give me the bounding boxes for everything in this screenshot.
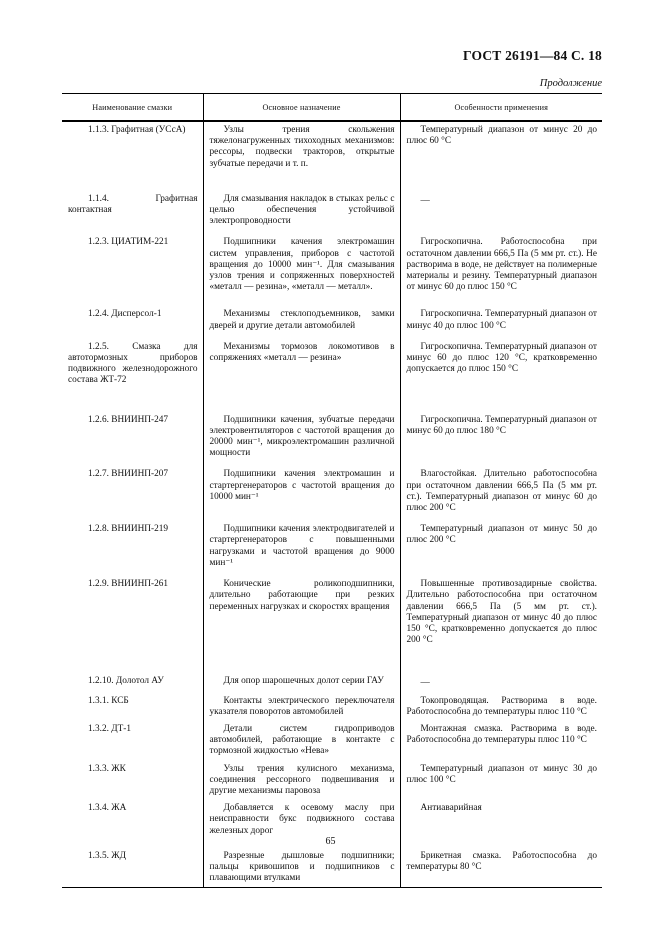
grease-purpose-text: Подшипники качения, зубчатые передачи электровентиляторов с частотой вращения до 20000 мин⁻¹, микроэлектромашин различной мощности	[209, 414, 395, 459]
grease-purpose	[203, 721, 400, 761]
row-spacer	[210, 170, 395, 188]
table-row	[62, 693, 602, 721]
grease-name-text: 1.2.9. ВНИИНП-261	[88, 579, 169, 590]
grease-table-wrap	[62, 93, 602, 888]
table-row	[62, 339, 602, 412]
grease-name-text: 1.3.4. ЖА	[88, 803, 127, 814]
grease-name-text: 1.2.3. ЦИАТИМ-221	[88, 237, 169, 248]
grease-name	[62, 121, 203, 191]
grease-name	[62, 191, 203, 235]
grease-name	[62, 761, 203, 801]
row-spacer	[210, 613, 395, 637]
grease-purpose	[203, 848, 400, 888]
row-spacer	[68, 535, 198, 539]
row-spacer	[407, 814, 598, 822]
grease-name-text: 1.3.3. ЖК	[88, 763, 126, 774]
table-row	[62, 466, 602, 521]
row-spacer	[68, 590, 198, 614]
grease-features-text: Температурный диапазон от минус 20 до плюс 60 °С	[406, 125, 597, 147]
grease-features	[400, 466, 602, 521]
grease-name	[62, 576, 203, 673]
grease-features-text: —	[420, 195, 430, 206]
grease-purpose-text: Добавляется к осевому маслу при неисправности букс подвижного состава железных дорог	[209, 803, 395, 836]
column-header-features: Особенности применения	[400, 94, 602, 122]
grease-purpose-text: Для смазывания накладок в стыках рельс с целью обеспечения устойчивой электропроводности	[209, 193, 395, 227]
grease-features	[400, 306, 602, 338]
grease-purpose	[203, 761, 400, 801]
grease-purpose	[203, 466, 400, 521]
row-spacer	[407, 293, 598, 303]
grease-name	[62, 466, 203, 521]
column-header-purpose: Основное назначение	[203, 94, 400, 122]
grease-name-text: 1.1.3. Графитная (УСсА)	[88, 125, 186, 135]
grease-features	[400, 234, 602, 306]
grease-purpose-text: Механизмы стеклоподъемников, замки дверей и другие детали автомобилей	[209, 309, 395, 331]
grease-purpose	[203, 673, 400, 692]
row-spacer	[407, 332, 598, 336]
grease-name	[62, 693, 203, 721]
grease-name	[62, 848, 203, 888]
row-spacer	[210, 293, 395, 303]
grease-name-text: 1.2.7. ВНИИНП-207	[88, 469, 169, 480]
grease-features-text: Повышенные противозадирные свойства. Длительно работоспособна при остаточном давлении 666,5 Па (5 мм рт. ст.). Температурный диапазон от минус 40 до плюс 150 °С, кратковременно допускается до плюс 200 °С	[406, 579, 597, 646]
grease-features-text: Токопроводящая. Растворима в воде. Работоспособна до температуры плюс 110 °С	[406, 695, 597, 717]
grease-purpose	[203, 693, 400, 721]
grease-purpose	[203, 521, 400, 576]
grease-name-text: 1.3.1. КСБ	[88, 695, 129, 706]
grease-features-text: —	[420, 678, 430, 689]
table-row	[62, 121, 602, 191]
row-spacer	[210, 364, 395, 386]
grease-features	[400, 848, 602, 888]
grease-features-text: Температурный диапазон от минус 50 до плюс 200 °С	[406, 524, 597, 546]
grease-features	[400, 761, 602, 801]
continuation-label: Продолжение	[539, 78, 602, 89]
grease-purpose	[203, 306, 400, 338]
column-header-name: Наименование смазки	[62, 94, 203, 122]
grease-name	[62, 412, 203, 467]
grease-purpose-text: Контакты электрического переключателя указателя поворотов автомобилей	[209, 695, 395, 717]
grease-table	[62, 93, 602, 888]
grease-purpose	[203, 191, 400, 235]
row-spacer	[68, 426, 198, 430]
grease-purpose-text: Подшипники качения электромашин и стартергенераторов с частотой вращения до 10000 мин⁻¹	[209, 469, 395, 502]
grease-purpose-text: Конические роликоподшипники, длительно работающие при резких переменных нагрузках и скоростях вращения	[209, 579, 395, 612]
grease-features-text: Влагостойкая. Длительно работоспособна при остаточном давлении 666,5 Па (5 мм рт. ст.). Температурный диапазон от минус 60 до плюс 200 °С	[406, 469, 597, 514]
row-spacer	[407, 147, 598, 165]
grease-name-text: 1.3.5. ЖД	[88, 850, 126, 861]
grease-name-text: 1.1.4. Графитная контактная	[68, 193, 198, 216]
grease-features	[400, 521, 602, 576]
grease-features-text: Гигроскопична. Температурный диапазон от минус 60 до плюс 180 °С	[406, 414, 597, 436]
grease-purpose	[203, 234, 400, 306]
grease-purpose	[203, 339, 400, 412]
row-spacer	[68, 136, 198, 154]
grease-features	[400, 339, 602, 412]
grease-purpose-text: Разрезные дышловые подшипники; пальцы кривошипов и подшипников с плавающими втулками	[209, 850, 395, 884]
grease-name-text: 1.2.8. ВНИИНП-219	[88, 524, 169, 535]
table-row	[62, 673, 602, 692]
row-spacer	[407, 207, 598, 211]
table-row	[62, 234, 602, 306]
row-spacer	[68, 481, 198, 485]
grease-features-text: Монтажная смазка. Растворима в воде. Работоспособна до температуры плюс 110 °С	[406, 723, 597, 746]
grease-features	[400, 576, 602, 673]
grease-name	[62, 339, 203, 412]
table-header	[62, 94, 602, 122]
table-row	[62, 761, 602, 801]
row-spacer	[210, 227, 395, 231]
grease-features-text: Температурный диапазон от минус 30 до плюс 100 °С	[406, 763, 597, 785]
table-body	[62, 121, 602, 888]
table-row	[62, 521, 602, 576]
row-spacer	[210, 503, 395, 507]
row-spacer	[407, 514, 598, 518]
table-row	[62, 191, 602, 235]
grease-purpose-text: Узлы трения скольжения тяжелонагруженных тихоходных механизмов: рессоры, подвески тракторов, открытые зубчатые передачи и т. п.	[209, 125, 395, 169]
grease-features	[400, 721, 602, 761]
grease-features-text: Антиаварийная	[420, 803, 482, 814]
table-header-row	[62, 94, 602, 122]
grease-purpose	[203, 121, 400, 191]
grease-purpose-text: Для опор шарошечных долот серии ГАУ	[223, 676, 384, 687]
row-spacer	[210, 332, 395, 336]
row-spacer	[68, 321, 198, 325]
grease-purpose	[203, 412, 400, 467]
grease-purpose-text: Подшипники качения электромашин систем управления, приборов с частотой вращения до 10000 мин⁻¹. Для смазывания узлов трения и сопряженных поверхностей «металл — резина», «металл — металл».	[209, 237, 395, 293]
grease-features	[400, 191, 602, 235]
grease-name	[62, 721, 203, 761]
grease-features-text: Гигроскопична. Работоспособна при остаточном давлении 666,5 Па (5 мм рт. ст.). Не растворима в воде, не действует на полимерные материалы и резину. Температурный диапазон от минус 60 до плюс 150 °С	[406, 237, 597, 293]
row-spacer	[210, 569, 395, 573]
grease-purpose-text: Узлы трения кулисного механизма, соединения рессорного подвешивания и другие механизмы паровоза	[209, 763, 395, 796]
row-spacer	[407, 375, 598, 397]
row-spacer	[210, 459, 395, 463]
grease-name	[62, 673, 203, 692]
grease-name-text: 1.3.2. ДТ-1	[88, 723, 132, 734]
grease-name-text: 1.2.4. Дисперсол-1	[88, 309, 162, 320]
page-number: 65	[325, 836, 336, 847]
grease-purpose-text: Детали систем гидроприводов автомобилей, работающие в контакте с тормозной жидкостью «Нева»	[209, 723, 395, 757]
row-spacer	[68, 814, 198, 822]
grease-features	[400, 121, 602, 191]
grease-purpose	[203, 576, 400, 673]
table-row	[62, 306, 602, 338]
table-row	[62, 848, 602, 888]
row-spacer	[68, 216, 198, 220]
grease-name-text: 1.2.5. Смазка для автотормозных приборов подвижного железнодорожного состава ЖТ-72	[68, 341, 198, 386]
grease-purpose-text: Подшипники качения электродвигателей и стартергенераторов с повышенными нагрузками и частотой вращения до 9000 мин⁻¹	[209, 524, 395, 568]
table-row	[62, 412, 602, 467]
table-row	[62, 576, 602, 673]
grease-features-text: Брикетная смазка. Работоспособна до температуры 80 °С	[406, 850, 597, 872]
grease-name	[62, 234, 203, 306]
grease-features	[400, 412, 602, 467]
grease-name-text: 1.2.6. ВНИИНП-247	[88, 414, 169, 425]
grease-features	[400, 673, 602, 692]
grease-features-text: Гигроскопична. Температурный диапазон от минус 60 до плюс 120 °С, кратковременно допускается до плюс 150 °С	[406, 341, 597, 375]
grease-purpose-text: Механизмы тормозов локомотивов в сопряжениях «металл — резина»	[209, 341, 395, 364]
row-spacer	[68, 249, 198, 259]
row-spacer	[407, 547, 598, 551]
standard-header: ГОСТ 26191—84 С. 18	[463, 48, 602, 63]
grease-name	[62, 521, 203, 576]
row-spacer	[407, 646, 598, 670]
grease-features-text: Гигроскопична. Температурный диапазон от минус 40 до плюс 100 °С	[406, 309, 597, 331]
grease-name	[62, 306, 203, 338]
grease-features	[400, 693, 602, 721]
grease-name-text: 1.2.10. Долотол АУ	[88, 676, 164, 687]
row-spacer	[68, 387, 198, 409]
row-spacer	[407, 437, 598, 441]
table-row	[62, 721, 602, 761]
